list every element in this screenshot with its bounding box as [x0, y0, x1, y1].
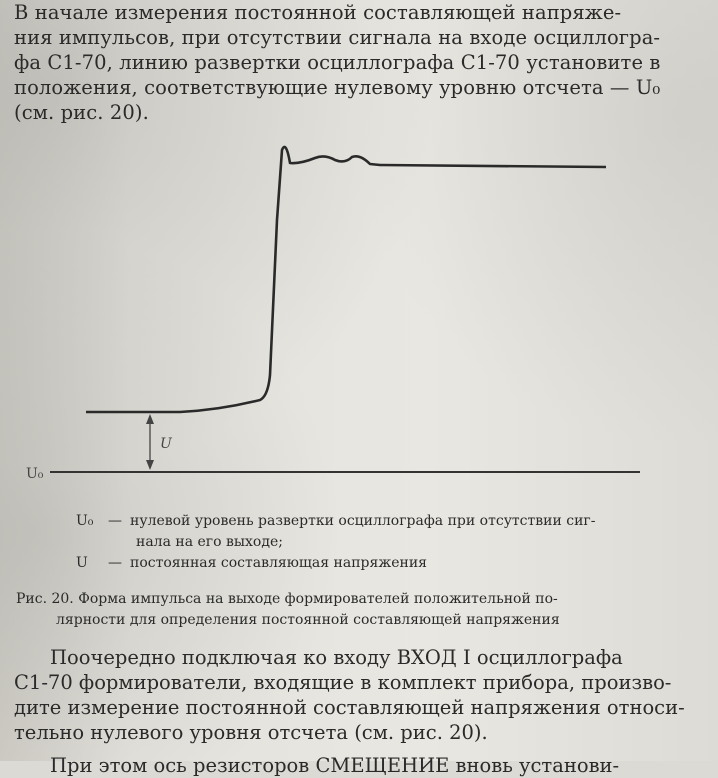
- legend-text: нулевой уровень развертки осциллографа при отсутствии сиг-: [130, 513, 596, 529]
- text-line: (см. рис. 20).: [14, 101, 149, 124]
- legend-symbol: U₀: [76, 513, 94, 529]
- label-u: U: [160, 436, 172, 452]
- pulse-waveform-diagram: [20, 130, 690, 500]
- text-line: тельно нулевого уровня отсчета (см. рис. 20).: [14, 721, 488, 744]
- paragraph-top: [14, 0, 704, 125]
- arrow-up-icon: [146, 414, 154, 424]
- text-line: фа С1-70, линию развертки осциллографа С1-70 установите в: [14, 51, 661, 74]
- text-line: дите измерение постоянной составляющей напряжения относи-: [14, 696, 685, 719]
- legend-text-continuation: нала на его выходе;: [136, 534, 283, 550]
- label-u0: U₀: [26, 466, 44, 482]
- legend-dash: —: [108, 513, 122, 529]
- text-line: При этом ось резисторов СМЕЩЕНИЕ вновь установи-: [50, 754, 620, 777]
- paragraph-bottom: [14, 645, 704, 778]
- legend-symbol: U: [76, 555, 88, 571]
- text-line: положения, соответствующие нулевому уровню отсчета — U₀: [14, 76, 661, 99]
- text-line: Поочередно подключая ко входу ВХОД I осциллографа: [50, 646, 623, 669]
- caption-line: лярности для определения постоянной составляющей напряжения: [56, 612, 560, 628]
- caption-line: Рис. 20. Форма импульса на выходе формирователей положительной по-: [16, 591, 558, 607]
- text-line: С1-70 формирователи, входящие в комплект прибора, произво-: [14, 671, 672, 694]
- figure-caption: [16, 589, 696, 631]
- text-line: В начале измерения постоянной составляющей напряже-: [14, 1, 622, 24]
- legend-row: [76, 511, 696, 532]
- text-line: ния импульсов, при отсутствии сигнала на входе осциллогра-: [14, 26, 661, 49]
- figure-legend: [76, 511, 696, 574]
- figure-20: [20, 130, 690, 500]
- legend-dash: —: [108, 555, 122, 571]
- legend-text: постоянная составляющая напряжения: [130, 555, 428, 571]
- arrow-down-icon: [146, 460, 154, 470]
- pulse-trace: [86, 147, 606, 412]
- legend-row: [76, 553, 696, 574]
